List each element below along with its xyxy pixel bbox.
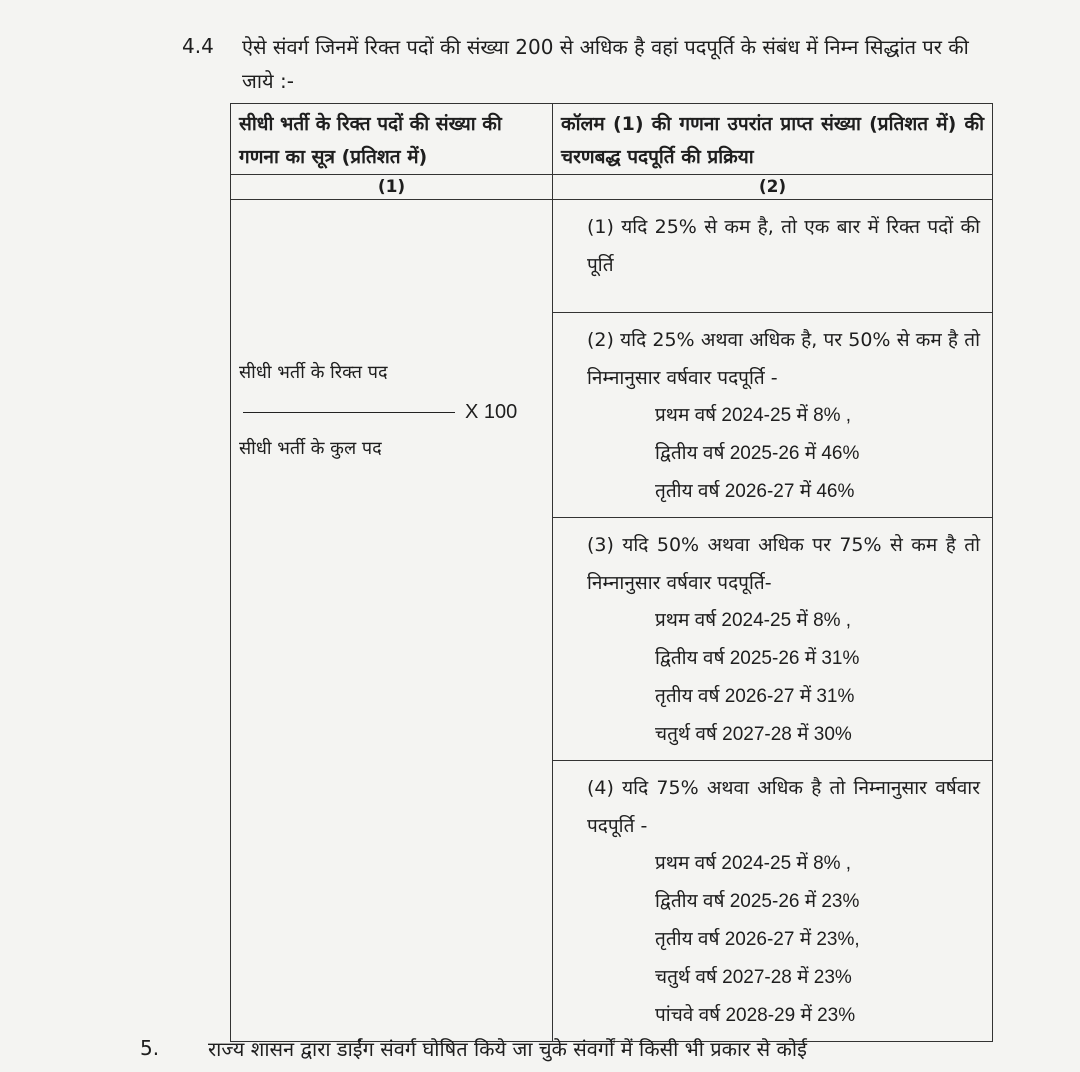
step-line: तृतीय वर्ष 2026-27 में 31%	[655, 686, 855, 707]
step-line: द्वितीय वर्ष 2025-26 में 31%	[655, 648, 860, 669]
case-text: (2) यदि 25% अथवा अधिक है, पर 50% से कम है तो निम्नानुसार वर्षवार पदपूर्ति -	[587, 329, 980, 389]
step-line: द्वितीय वर्ष 2025-26 में 23%	[655, 891, 860, 912]
step-line: पांचवे वर्ष 2028-29 में 23%	[655, 1005, 856, 1026]
table-header-row	[231, 104, 993, 175]
step-line: तृतीय वर्ष 2026-27 में 23%,	[655, 929, 860, 950]
recruitment-table	[230, 103, 993, 1042]
fraction-bar	[243, 412, 455, 413]
formula	[239, 360, 539, 460]
step-line: प्रथम वर्ष 2024-25 में 8% ,	[655, 610, 852, 631]
formula-multiplier: X 100	[465, 400, 518, 423]
case-2	[553, 313, 993, 518]
case-text: (3) यदि 50% अथवा अधिक पर 75% से कम है तो निम्नानुसार वर्षवार पदपूर्ति-	[587, 534, 980, 594]
footer-section-number: 5.	[140, 1036, 160, 1060]
header-col2: कॉलम (1) की गणना उपरांत प्राप्त संख्या (प्रतिशत में) की चरणबद्ध पदपूर्ति की प्रक्रिया	[553, 104, 993, 175]
formula-denominator: सीधी भर्ती के कुल पद	[239, 438, 382, 459]
table-number-row	[231, 175, 993, 200]
section-number: 4.4	[182, 34, 214, 58]
section-intro: ऐसे संवर्ग जिनमें रिक्त पदों की संख्या 200 से अधिक है वहां पदपूर्ति के संबंध में निम्न सिद्धांत पर की जाये :-	[242, 35, 969, 93]
formula-numerator: सीधी भर्ती के रिक्त पद	[239, 362, 388, 383]
case-1	[553, 200, 993, 313]
case-text: (4) यदि 75% अथवा अधिक है तो निम्नानुसार वर्षवार पदपूर्ति -	[587, 777, 980, 837]
step-line: प्रथम वर्ष 2024-25 में 8% ,	[655, 405, 852, 426]
formula-cell	[231, 200, 553, 1042]
step-line: तृतीय वर्ष 2026-27 में 46%	[655, 481, 855, 502]
step-line: चतुर्थ वर्ष 2027-28 में 23%	[655, 967, 852, 988]
col2-number: (2)	[553, 175, 993, 200]
col1-number: (1)	[231, 175, 553, 200]
step-line: चतुर्थ वर्ष 2027-28 में 30%	[655, 724, 852, 745]
step-line: द्वितीय वर्ष 2025-26 में 46%	[655, 443, 860, 464]
case-text: (1) यदि 25% से कम है, तो एक बार में रिक्त पदों की पूर्ति	[587, 216, 980, 276]
step-line: प्रथम वर्ष 2024-25 में 8% ,	[655, 853, 852, 874]
table-row	[231, 200, 993, 313]
footer-text: राज्य शासन द्वारा डाईंग संवर्ग घोषित किये जा चुके संवर्गों में किसी भी प्रकार से कोई	[208, 1037, 807, 1061]
case-3	[553, 518, 993, 761]
case-4	[553, 761, 993, 1042]
header-col1: सीधी भर्ती के रिक्त पदों की संख्या की गणना का सूत्र (प्रतिशत में)	[231, 104, 553, 175]
